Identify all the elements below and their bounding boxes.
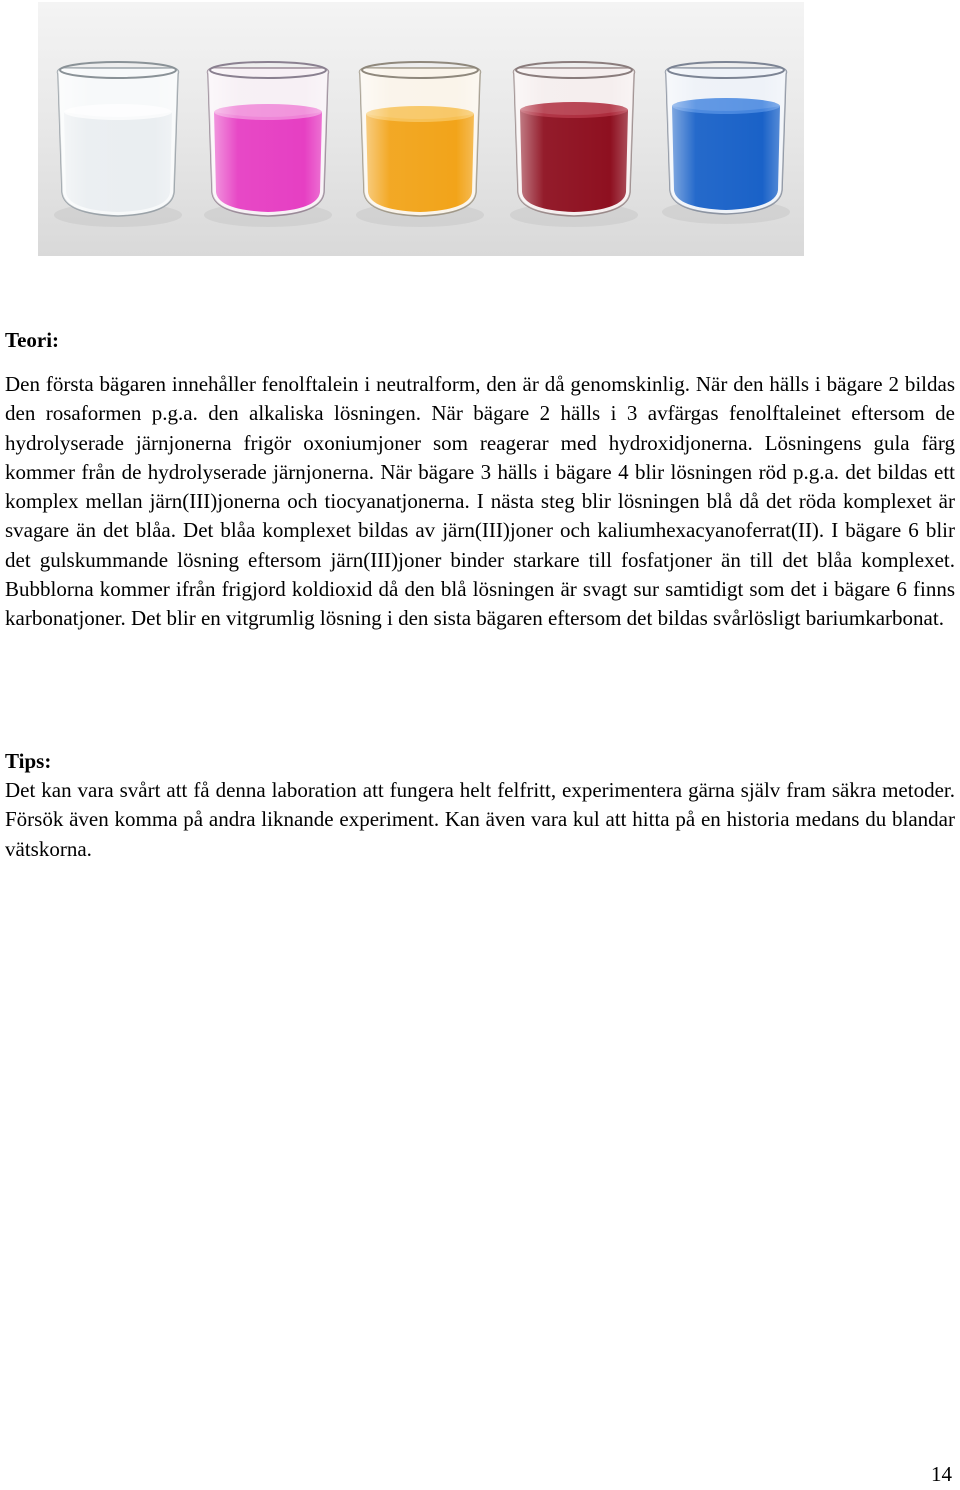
beaker-2 (204, 62, 332, 227)
beaker-3 (356, 62, 484, 227)
page-number: 14 (931, 1462, 952, 1486)
beaker-4 (510, 62, 638, 227)
beaker-1 (54, 62, 182, 227)
beaker-5 (662, 62, 790, 224)
tips-heading: Tips: (5, 749, 52, 773)
tips-paragraph: Det kan vara svårt att få denna laboration att fungera helt felfritt, experimentera gärna själv fram säkra metoder. Försök även komma på andra liknande experiment. Kan även vara kul att hitta på en historia medans du blandar vätskorna. (5, 778, 955, 861)
beakers-photo (38, 2, 804, 256)
theory-heading: Teori: (5, 328, 60, 352)
theory-paragraph: Den första bägaren innehåller fenolftalein i neutralform, den är då genomskinlig. När den hälls i bägare 2 bildas den rosaformen p.g.a. den alkaliska lösningen. När bägare 2 hälls i 3 avfärgas fenolftaleinet eftersom de hydrolyserade järnjonerna frigör oxoniumjoner som reagerar med hydroxidjonerna. Lösningens gula färg kommer från de hydrolyserade järnjonerna. När bägare 3 hälls i bägare 4 blir lösningen röd p.g.a. det bildas ett komplex mellan järn(III)jonerna och tiocyanatjonerna. I nästa steg blir lösningen blå då det röda komplexet är svagare än det blåa. Det blåa komplexet bildas av järn(III)joner och kaliumhexacyanoferrat(II). I bägare 6 blir det gulskummande lösning eftersom järn(III)joner binder starkare till fosfatjoner än till det blåa komplexet. Bubblorna kommer ifrån frigjord koldioxid då den blå lösningen är svagt sur samtidigt som det i bägare 6 finns karbonatjoner. Det blir en vitgrumlig lösning i den sista bägaren eftersom det bildas svårlösligt bariumkarbonat. (5, 372, 955, 631)
